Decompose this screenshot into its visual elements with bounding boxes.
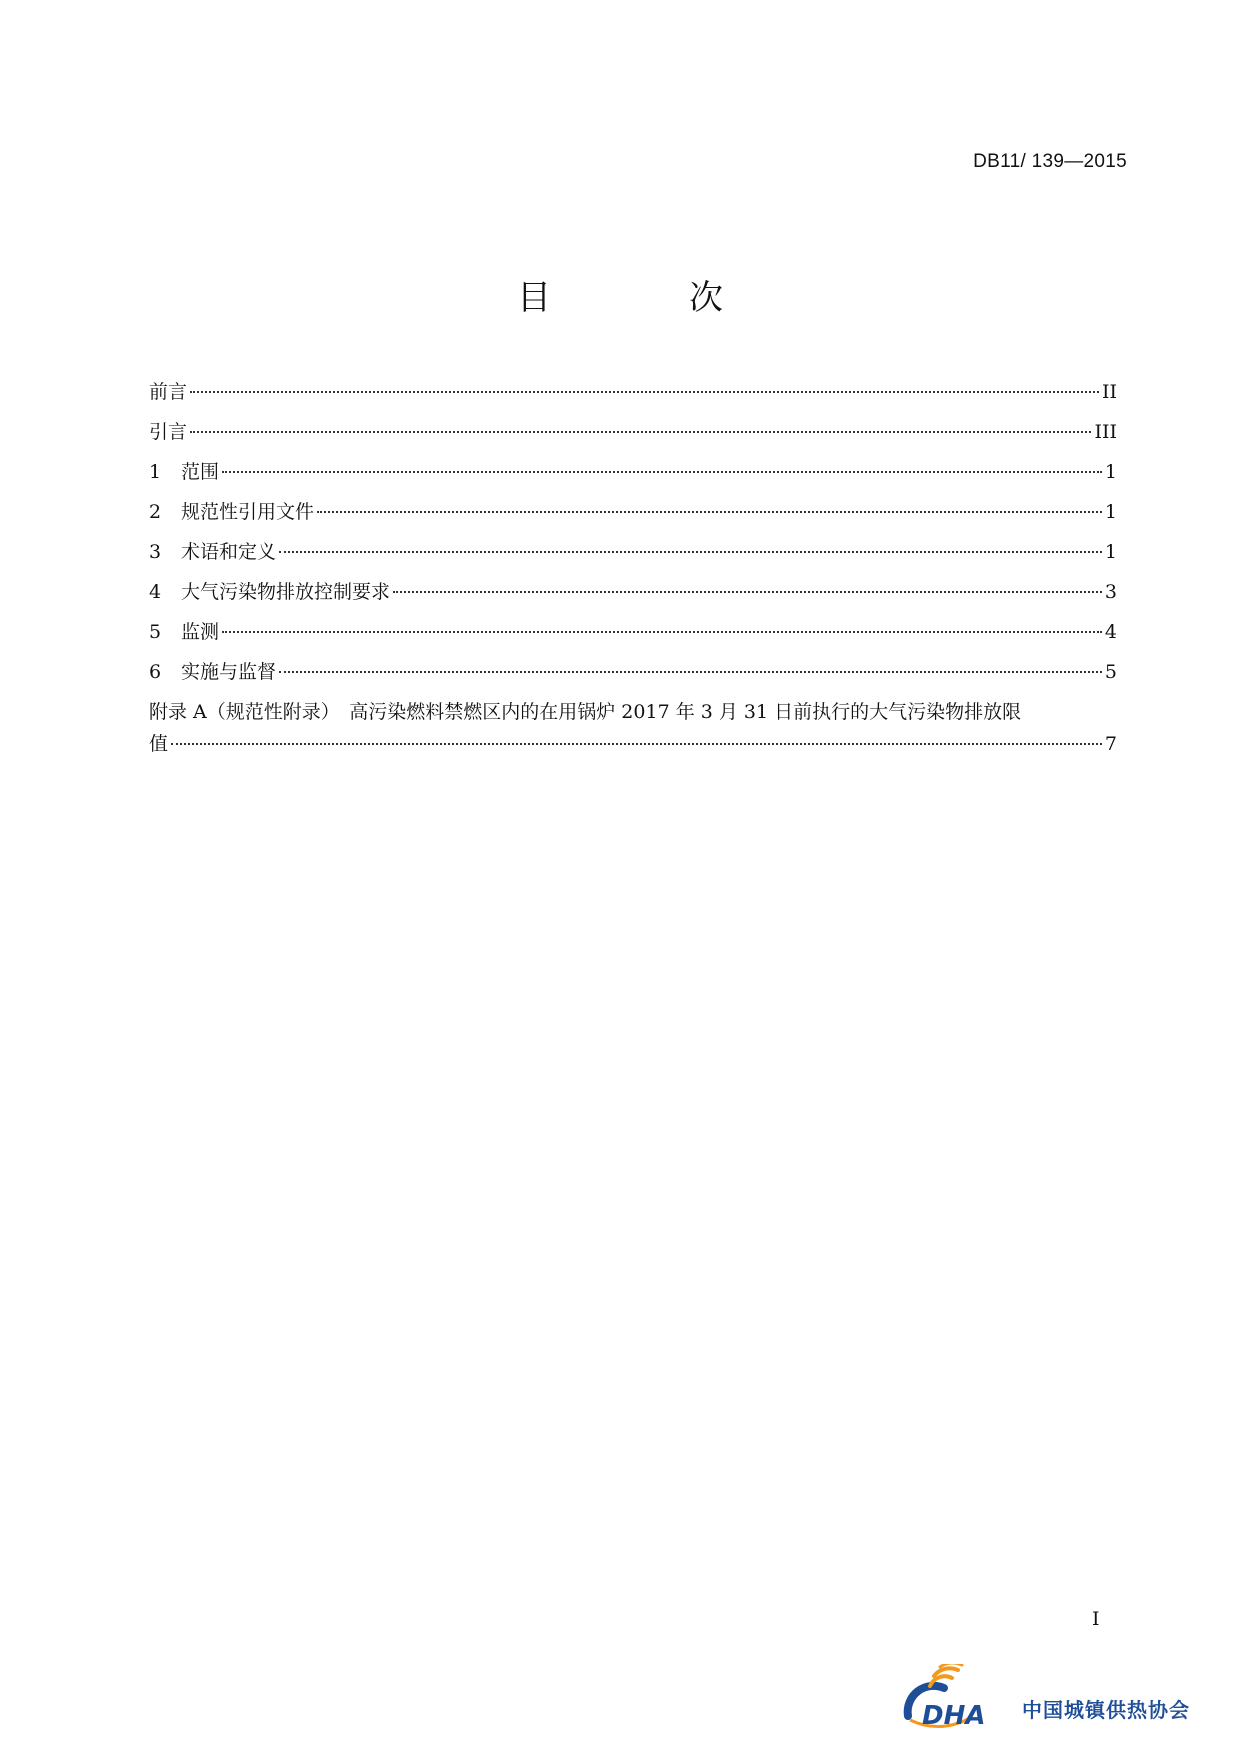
toc-entry-number: 1: [149, 461, 162, 483]
toc-leader-dots: [393, 591, 1102, 593]
toc-leader-dots: [222, 631, 1102, 633]
toc-entry-emission-control[interactable]: [149, 572, 1117, 612]
toc-entry-scope[interactable]: [149, 452, 1117, 492]
toc-leader-dots: [190, 391, 1099, 393]
toc-entry-page: 3: [1104, 581, 1117, 603]
toc-entry-label: 规范性引用文件: [181, 501, 315, 523]
toc-leader-dots: [222, 471, 1102, 473]
logo-letters: DHA: [922, 1701, 986, 1731]
toc-leader-dots: [171, 743, 1102, 745]
toc-entry-label: 引言: [149, 421, 188, 443]
toc-entry-appendix-a[interactable]: [149, 696, 1117, 760]
toc-entry-number: 3: [149, 541, 162, 563]
toc-entry-normative-references[interactable]: [149, 492, 1117, 532]
toc-leader-dots: [279, 671, 1102, 673]
toc-entry-implementation[interactable]: [149, 652, 1117, 692]
toc-entry-page: 1: [1104, 501, 1117, 523]
toc-leader-dots: [190, 431, 1091, 433]
toc-entry-foreword[interactable]: [149, 372, 1117, 412]
toc-entry-label: 大气污染物排放控制要求: [181, 581, 391, 603]
toc-entry-number: 6: [149, 661, 162, 683]
toc-entry-label: 前言: [149, 381, 188, 403]
toc-entry-label: 术语和定义: [181, 541, 277, 563]
toc-entry-label: 实施与监督: [181, 661, 277, 683]
toc-entry-monitoring[interactable]: [149, 612, 1117, 652]
page-title: 目 次: [517, 278, 775, 318]
toc-leader-dots: [317, 511, 1102, 513]
association-logo: [900, 1664, 1210, 1734]
chda-logo-icon: [900, 1664, 1018, 1734]
toc-entry-number: 5: [149, 621, 162, 643]
page-number: I: [1092, 1608, 1100, 1630]
toc-entry-page: 5: [1104, 661, 1117, 683]
toc-appendix-line2: 值: [149, 733, 169, 755]
toc-entry-page: III: [1094, 421, 1117, 443]
toc-entry-label: 范围: [181, 461, 220, 483]
table-of-contents: [149, 372, 1117, 760]
toc-entry-number: 4: [149, 581, 162, 603]
toc-entry-label: 监测: [181, 621, 220, 643]
toc-entry-page: II: [1101, 381, 1117, 403]
toc-appendix-line1: 附录 A（规范性附录） 高污染燃料禁燃区内的在用锅炉 2017 年 3 月 31 日前执行的大气污染物排放限: [149, 701, 1022, 723]
toc-entry-page: 1: [1104, 461, 1117, 483]
toc-entry-page: 1: [1104, 541, 1117, 563]
toc-entry-terms-definitions[interactable]: [149, 532, 1117, 572]
logo-org-name: 中国城镇供热协会: [1022, 1697, 1190, 1722]
document-code: DB11/ 139—2015: [973, 151, 1127, 172]
toc-leader-dots: [279, 551, 1102, 553]
toc-entry-page: 7: [1104, 733, 1117, 755]
toc-entry-introduction[interactable]: [149, 412, 1117, 452]
toc-entry-page: 4: [1104, 621, 1117, 643]
toc-entry-number: 2: [149, 501, 162, 523]
